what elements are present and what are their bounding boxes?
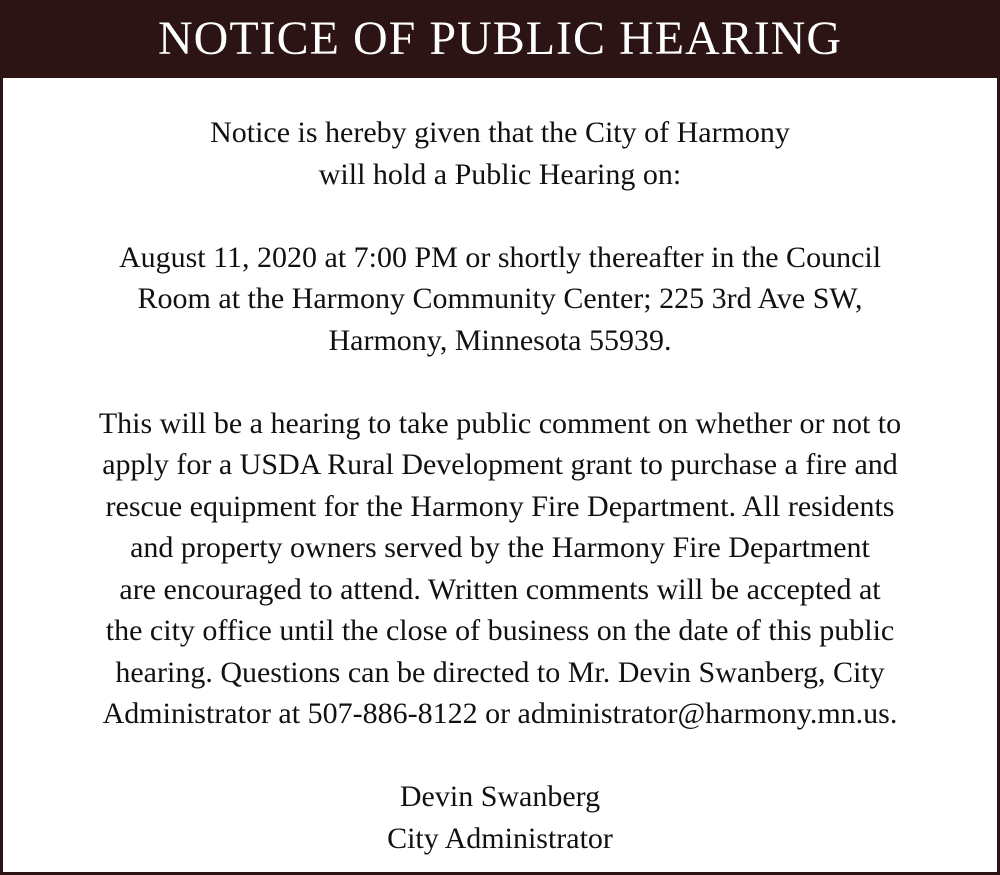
description-line: apply for a USDA Rural Development grant to purchase a fire and [102,448,898,481]
details-line: Harmony, Minnesota 55939. [328,323,672,357]
intro-paragraph [13,112,987,195]
intro-line: Notice is hereby given that the City of Harmony [210,116,790,149]
notice-title: NOTICE OF PUBLIC HEARING [158,12,842,65]
description-line: and property owners served by the Harmony Fire Department [130,531,870,564]
notice-body [3,78,997,859]
details-line: August 11, 2020 at 7:00 PM or shortly thereafter in the Council [118,240,882,274]
description-line: rescue equipment for the Harmony Fire Department. All residents [105,489,895,523]
description-line: hearing. Questions can be directed to Mr. Devin Swanberg, City [115,655,885,689]
description-line: Administrator at 507-886-8122 or administrator@harmony.mn.us. [102,697,898,730]
description-paragraph [13,403,987,735]
details-line: Room at the Harmony Community Center; 225 3rd Ave SW, [137,282,863,315]
hearing-details-paragraph [13,237,987,362]
notice-banner [3,0,997,78]
description-line: This will be a hearing to take public comment on whether or not to [98,406,902,440]
signature-title: City Administrator [387,821,613,855]
intro-line: will hold a Public Hearing on: [318,157,682,191]
description-line: the city office until the close of business on the date of this public [105,614,895,647]
signature-name: Devin Swanberg [399,780,601,813]
description-line: are encouraged to attend. Written comments will be accepted at [119,572,881,606]
signature-block [13,776,987,859]
